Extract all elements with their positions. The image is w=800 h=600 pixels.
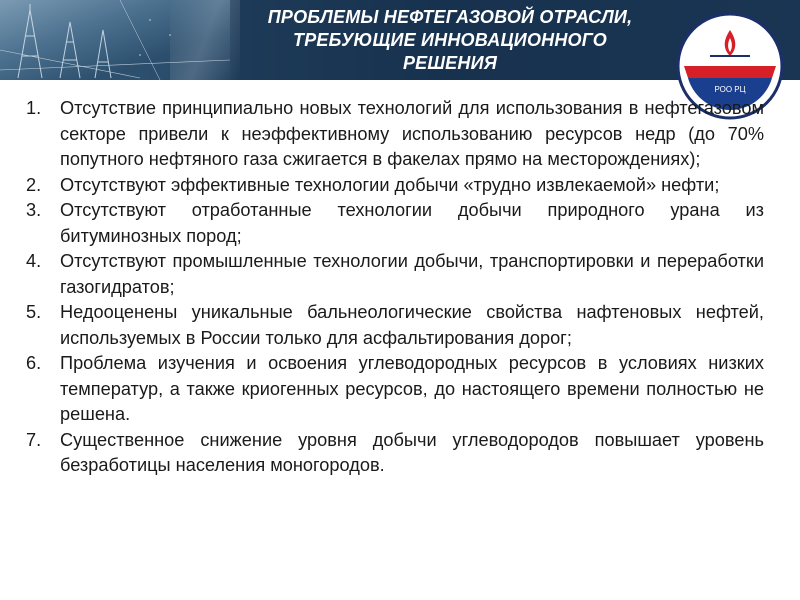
item-number: 1.	[26, 98, 42, 118]
list-item	[26, 96, 764, 173]
item-number: 2.	[26, 174, 42, 195]
problems-list	[26, 96, 764, 479]
title-line-3: РЕШЕНИЯ	[402, 53, 498, 73]
item-text: Отсутствуют эффективные технологии добычи «трудно извлекаемой» нефти;	[60, 174, 720, 195]
list-item	[26, 249, 764, 300]
item-text: Отсутствуют промышленные технологии добычи, транспортировки и переработки газогидратов;	[60, 251, 764, 297]
item-text: Проблема изучения и освоения углеводородных ресурсов в условиях низких температур, а также криогенных ресурсов, до настоящего времени полностью не решена.	[60, 353, 764, 424]
item-number: 7.	[26, 429, 42, 450]
item-text: Существенное снижение уровня добычи углеводородов повышает уровень безработицы населения моногородов.	[60, 429, 764, 475]
item-number: 3.	[26, 200, 42, 220]
title-line-1: ПРОБЛЕМЫ НЕФТЕГАЗОВОЙ ОТРАСЛИ,	[267, 7, 633, 27]
page-title	[225, 6, 675, 75]
item-number: 5.	[26, 302, 42, 322]
item-text: Недооценены уникальные бальнеологические свойства нафтеновых нефтей, используемых в России только для асфальтирования дорог;	[60, 302, 764, 348]
list-item	[26, 351, 764, 428]
list-item	[26, 173, 764, 199]
item-text: Отсутствие принципиально новых технологий для использования в нефтегазовом секторе привели к неэффективному использованию ресурсов недр (до 70% попутного нефтяного газа сжигается в факелах прямо на месторождениях);	[60, 98, 764, 169]
list-item	[26, 428, 764, 479]
list-item	[26, 198, 764, 249]
item-number: 6.	[26, 353, 42, 373]
item-text: Отсутствуют отработанные технологии добычи природного урана из битуминозных пород;	[60, 200, 764, 246]
title-line-2: ТРЕБУЮЩИЕ ИННОВАЦИОННОГО	[293, 30, 607, 50]
item-number: 4.	[26, 251, 42, 271]
list-item	[26, 300, 764, 351]
logo-text: РОО РЦ	[714, 85, 746, 94]
